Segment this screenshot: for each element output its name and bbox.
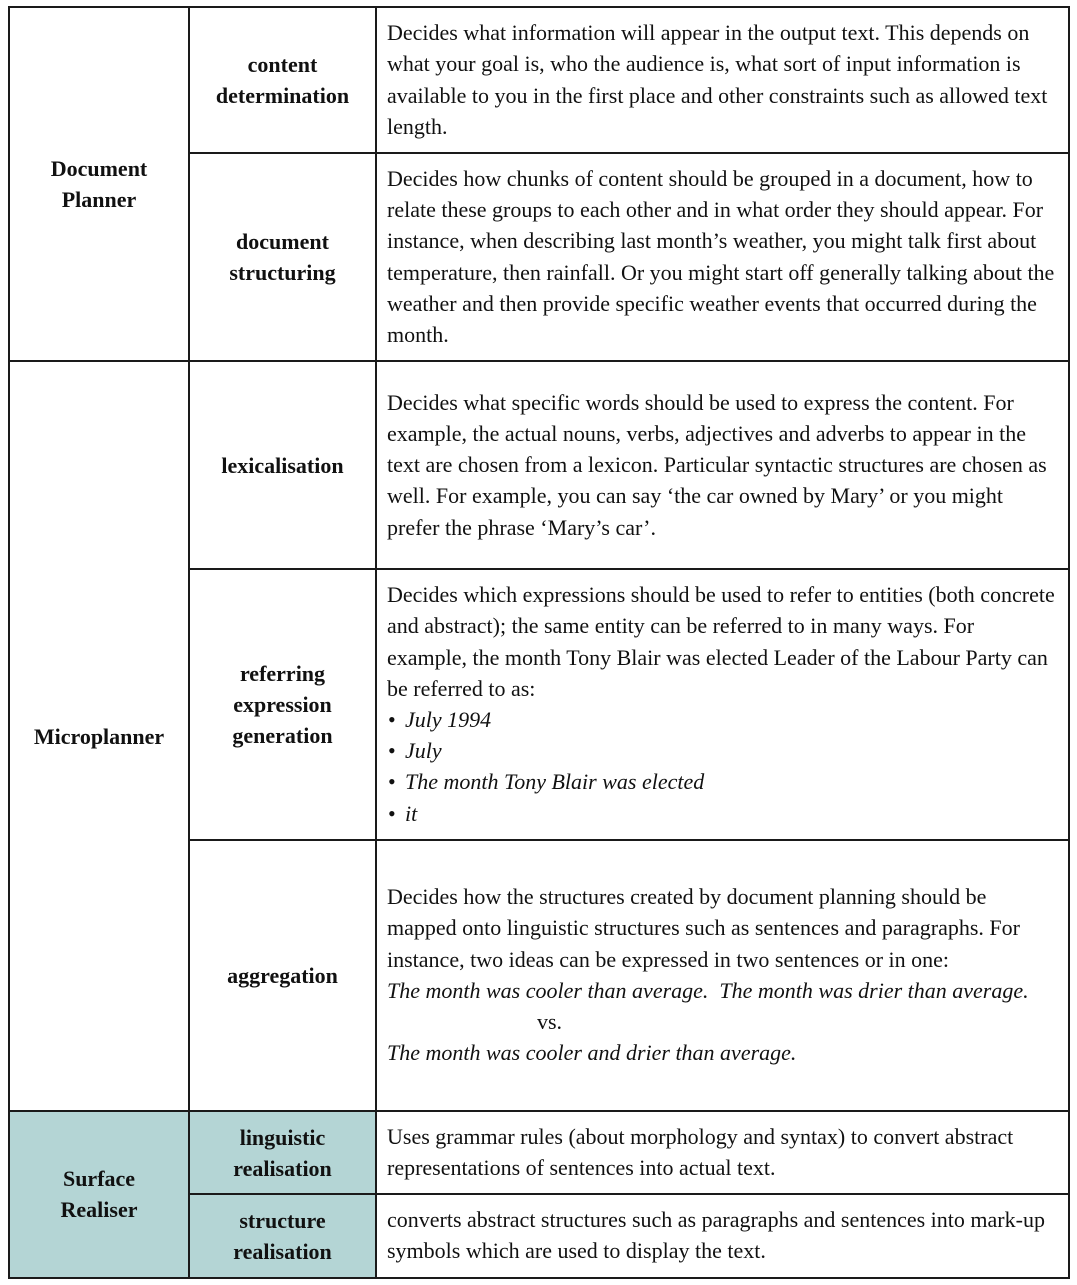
task-label: structure realisation	[233, 1207, 332, 1264]
description-text: Decides how the structures created by document planning should be mapped onto linguistic structures such as sentences and paragraphs. For instance, two ideas can be expressed in two sentences or in one:	[387, 884, 1020, 972]
example-sentence: The month was cooler than average. The month was drier than average.	[387, 977, 1029, 1003]
task-label: linguistic realisation	[233, 1124, 332, 1181]
desc-document-structuring	[376, 153, 1069, 361]
table-row	[9, 7, 1069, 153]
example-list	[387, 704, 1058, 829]
description-text: Uses grammar rules (about morphology and syntax) to convert abstract representations of sentences into actual text.	[387, 1123, 1014, 1181]
example-sentence: The month was cooler and drier than average.	[387, 1040, 797, 1066]
task-label: document structuring	[229, 229, 336, 286]
task-structure-realisation	[189, 1194, 376, 1277]
nlg-pipeline-table	[8, 6, 1070, 1279]
task-aggregation	[189, 840, 376, 1111]
task-document-structuring	[189, 153, 376, 361]
task-label: content determination	[215, 52, 350, 108]
desc-lexicalisation	[376, 361, 1069, 569]
task-label: referring expression generation	[232, 661, 333, 749]
task-referring-expression-generation	[189, 569, 376, 840]
description-text: converts abstract structures such as paragraphs and sentences into mark-up symbols which are used to display the text.	[387, 1207, 1045, 1264]
stage-label: Document Planner	[50, 156, 148, 213]
list-item: • The month Tony Blair was elected	[387, 766, 1058, 797]
desc-structure-realisation	[376, 1194, 1069, 1277]
stage-surface-realiser	[9, 1111, 189, 1278]
description-text: Decides what information will appear in the output text. This depends on what your goal is, who the audience is, what sort of input information is available to you in the first place and other constraints such as allowed text length.	[387, 20, 1048, 139]
task-content-determination	[189, 7, 376, 153]
versus-text: vs.	[537, 1009, 563, 1035]
list-item: • July 1994	[387, 704, 1058, 735]
desc-aggregation	[376, 840, 1069, 1111]
description-text: Decides which expressions should be used to refer to entities (both concrete and abstract); the same entity can be referred to in many ways. For example, the month Tony Blair was elected Leader of the Labour Party can be referred to as:	[387, 582, 1055, 701]
table-row	[9, 1111, 1069, 1194]
desc-content-determination	[376, 7, 1069, 153]
stage-label: Surface Realiser	[60, 1166, 138, 1223]
task-linguistic-realisation	[189, 1111, 376, 1194]
description-text: Decides what specific words should be used to express the content. For example, the actual nouns, verbs, adjectives and adverbs to appear in the text are chosen from a lexicon. Particular syntactic structures are chosen as well. For example, you can say ‘the car owned by Mary’ or you might prefer the phrase ‘Mary’s car’.	[387, 389, 1047, 540]
task-label: aggregation	[227, 962, 338, 988]
desc-linguistic-realisation	[376, 1111, 1069, 1194]
desc-referring-expression-generation	[376, 569, 1069, 840]
task-label: lexicalisation	[221, 452, 344, 478]
description-text: Decides how chunks of content should be grouped in a document, how to relate these groups to each other and in what order they should appear. For instance, when describing last month’s weather, you might talk first about temperature, then rainfall. Or you might start off generally talking about the weather and then provide specific weather events that occurred during the month.	[387, 166, 1055, 348]
list-item: • July	[387, 735, 1058, 766]
task-lexicalisation	[189, 361, 376, 569]
table-row	[9, 361, 1069, 569]
list-item: • it	[387, 798, 1058, 829]
stage-microplanner	[9, 361, 189, 1111]
stage-label: Microplanner	[33, 723, 165, 749]
stage-document-planner	[9, 7, 189, 361]
